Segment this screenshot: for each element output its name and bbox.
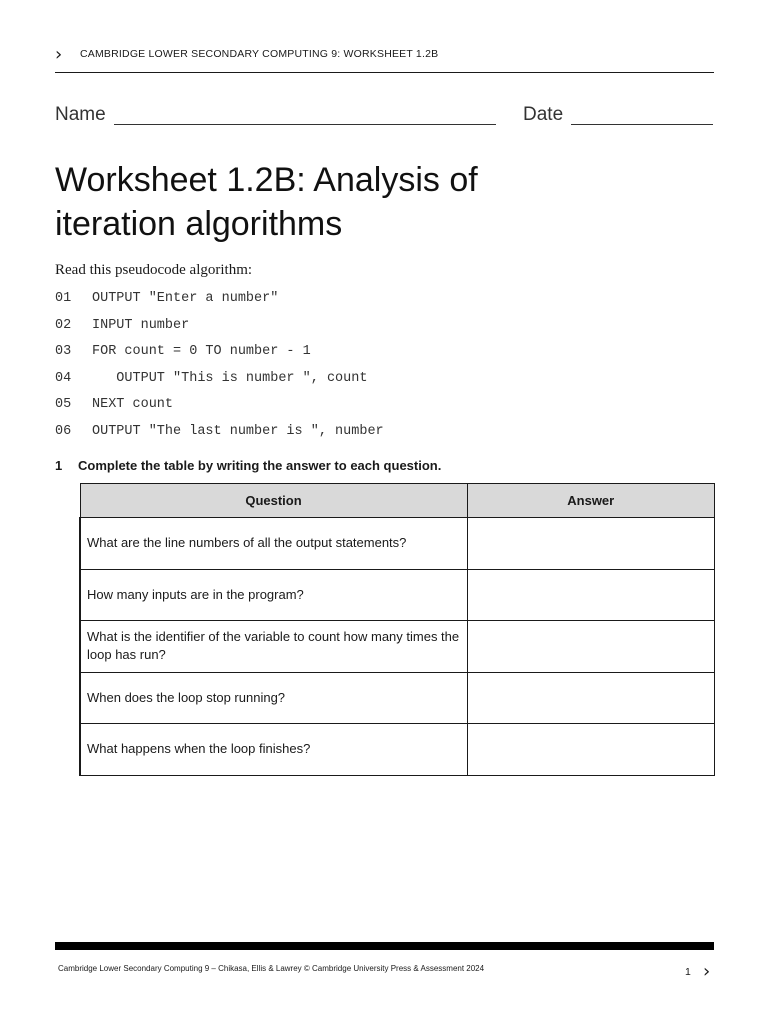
date-field[interactable] — [571, 124, 713, 125]
header-title: CAMBRIDGE LOWER SECONDARY COMPUTING 9: WORKSHEET 1.2B — [80, 48, 439, 60]
code-line — [55, 423, 384, 450]
name-date-row — [55, 104, 714, 128]
intro-text: Read this pseudocode algorithm: — [55, 262, 253, 278]
chevron-right-icon: › — [55, 44, 63, 65]
question-cell: What happens when the loop finishes? — [80, 724, 467, 776]
line-number: 03 — [55, 344, 72, 360]
code-text: NEXT count — [92, 397, 174, 413]
code-text: FOR count = 0 TO number - 1 — [92, 344, 311, 360]
answer-cell[interactable] — [467, 621, 715, 673]
name-field[interactable] — [114, 124, 496, 125]
answer-cell[interactable] — [467, 518, 715, 570]
line-number: 01 — [55, 291, 72, 306]
code-text: INPUT number — [92, 317, 190, 333]
answer-cell[interactable] — [467, 672, 715, 724]
table-row — [80, 672, 715, 724]
line-number: 04 — [55, 370, 72, 386]
page-number: 1 — [685, 966, 691, 978]
code-line — [55, 290, 384, 317]
column-header-question: Question — [80, 484, 467, 518]
question-text: Complete the table by writing the answer to each question. — [78, 458, 442, 473]
question-cell: How many inputs are in the program? — [80, 569, 467, 621]
question-number: 1 — [55, 458, 63, 473]
table-row — [80, 724, 715, 776]
page-header — [55, 45, 714, 73]
footer-copyright: Cambridge Lower Secondary Computing 9 – Chikasa, Ellis & Lawrey © Cambridge University Press & Assessment 2024 — [58, 964, 485, 973]
line-number: 06 — [55, 423, 72, 439]
date-label: Date — [523, 104, 564, 125]
worksheet-title: Worksheet 1.2B: Analysis of iteration algorithms — [55, 161, 478, 243]
pseudocode-block — [55, 290, 384, 450]
question-1 — [55, 458, 441, 473]
code-line — [55, 343, 384, 370]
code-text: OUTPUT "This is number ", count — [92, 370, 368, 386]
column-header-answer: Answer — [467, 484, 715, 518]
table-row — [80, 621, 715, 673]
code-line — [55, 317, 384, 344]
line-number: 05 — [55, 397, 72, 413]
code-text: OUTPUT "Enter a number" — [92, 291, 279, 306]
answer-cell[interactable] — [467, 724, 715, 776]
table-row — [80, 569, 715, 621]
question-cell: What are the line numbers of all the output statements? — [80, 518, 467, 570]
chevron-right-icon[interactable]: › — [703, 961, 711, 982]
line-number: 02 — [55, 317, 72, 333]
table-header-row — [80, 484, 715, 518]
code-line — [55, 396, 384, 423]
footer-divider — [55, 942, 714, 950]
answer-cell[interactable] — [467, 569, 715, 621]
name-label: Name — [55, 104, 106, 125]
code-text: OUTPUT "The last number is ", number — [92, 423, 384, 439]
question-table — [79, 483, 715, 776]
question-cell: When does the loop stop running? — [80, 672, 467, 724]
table-row — [80, 518, 715, 570]
question-cell: What is the identifier of the variable to count how many times the loop has run? — [80, 621, 467, 673]
code-line — [55, 370, 384, 397]
